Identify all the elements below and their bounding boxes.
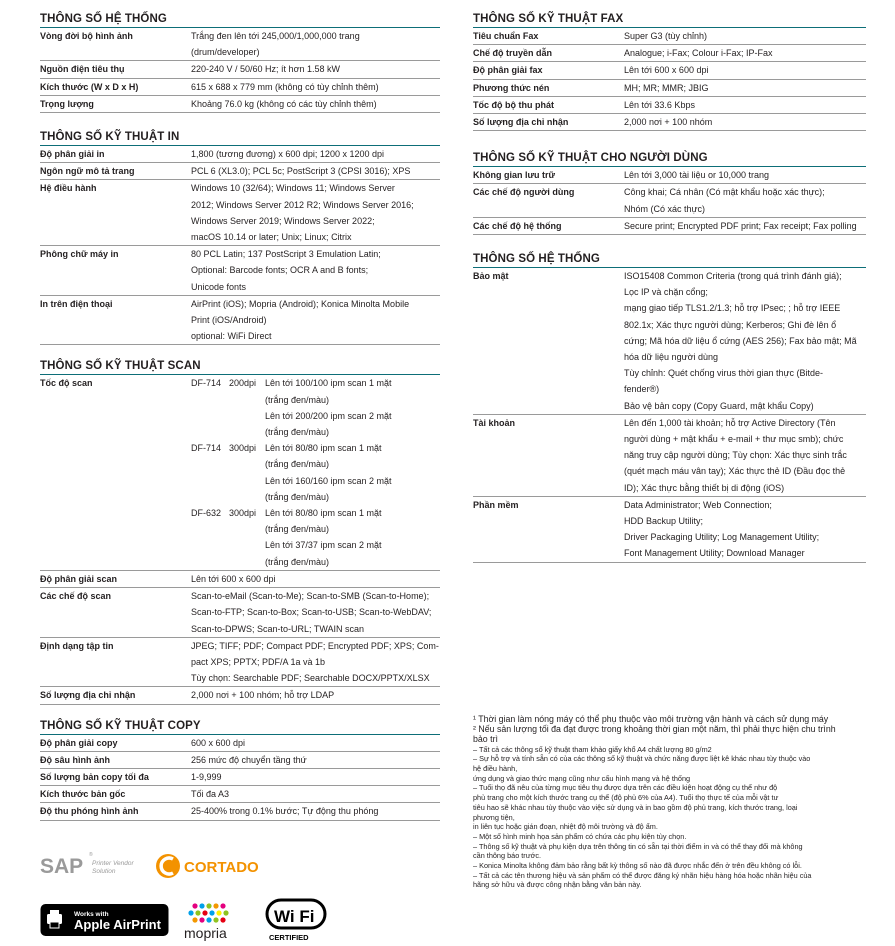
spec-row xyxy=(473,184,866,217)
rows xyxy=(40,571,440,705)
section-title: THÔNG SỐ HỆ THỐNG xyxy=(40,12,440,28)
wifi-certified-label: CERTIFIED xyxy=(269,933,309,942)
spec-row xyxy=(40,638,440,688)
spec-row xyxy=(40,803,440,820)
spec-value: 80 PCL Latin; 137 PostScript 3 Emulation Latin; Optional: Barcode fonts; OCR A and B fonts; Unicode fonts xyxy=(191,249,381,292)
spec-label: Độ phân giải scan xyxy=(40,573,118,584)
scan-speed-desc: Lên tới 100/100 ipm scan 1 mặt (trắng đen/màu) Lên tới 200/200 ipm scan 2 mặt (trắng đen/màu) xyxy=(265,378,392,438)
spec-row xyxy=(473,415,866,497)
spec-label: Phần mềm xyxy=(473,499,519,510)
certification-logos-svg xyxy=(40,898,340,944)
spec-label: Phông chữ máy in xyxy=(40,249,119,260)
spec-row xyxy=(473,167,866,184)
spec-label: Tốc độ bộ thu phát xyxy=(473,99,554,110)
spec-row xyxy=(40,735,440,752)
spec-label: Độ phân giải fax xyxy=(473,65,543,76)
spec-row xyxy=(473,62,866,79)
spec-value: Tối đa A3 xyxy=(191,789,230,800)
spec-label: Trọng lượng xyxy=(40,98,94,109)
mopria-logo xyxy=(184,903,229,941)
spec-label: Số lượng địa chỉ nhận xyxy=(40,690,136,701)
spec-value: 220-240 V / 50/60 Hz; ít hơn 1.58 kW xyxy=(191,64,340,75)
spec-row xyxy=(40,588,440,638)
spec-value: Lên đến 1,000 tài khoản; hỗ trợ Active Directory (Tên người dùng + mật khẩu + e-mail + thư mục smb); chức năng truy cập người dùng; Tùy chọn: Xác thực sinh trắc (quét mạch máu vân tay); Xác thực thẻ ID (Đầu đọc thẻ ID); Xác thực bằng thiết bị di động (iOS) xyxy=(624,417,847,493)
airprint-works-with: Works with xyxy=(74,911,109,918)
section-title: THÔNG SỐ KỸ THUẬT CHO NGƯỜI DÙNG xyxy=(473,151,866,167)
spec-value: Scan-to-eMail (Scan-to-Me); Scan-to-SMB (Scan-to-Home); Scan-to-FTP; Scan-to-Box; Scan-to-USB; Scan-to-WebDAV; Scan-to-DPWS; Scan-to-URL; TWAIN scan xyxy=(191,591,432,634)
wifi-certified-logo xyxy=(267,900,325,942)
spec-label: Số lượng địa chỉ nhận xyxy=(473,117,569,128)
spec-value: Windows 10 (32/64); Windows 11; Windows Server 2012; Windows Server 2012 R2; Windows Server 2016; Windows Server 2019; Windows Server 2022; macOS 10.14 or later; Unix; Linux; Citrix xyxy=(191,183,414,243)
spec-row xyxy=(473,497,866,563)
spec-label: Độ phân giải in xyxy=(40,149,105,160)
spec-value: Super G3 (tùy chỉnh) xyxy=(624,31,708,41)
scan-model: DF-714 xyxy=(191,378,222,389)
scan-speed-item xyxy=(191,505,440,570)
spec-label: Kích thước (W x D x H) xyxy=(40,81,139,92)
scan-speed-desc: Lên tới 80/80 ipm scan 1 mặt (trắng đen/màu) Lên tới 160/160 ipm scan 2 mặt (trắng đen/màu) xyxy=(265,443,392,502)
spec-value: Lên tới 3,000 tài liệu or 10,000 trang xyxy=(624,170,770,181)
spec-row xyxy=(40,163,440,180)
spec-row xyxy=(473,28,866,45)
spec-row xyxy=(473,268,866,415)
scan-model: DF-632 xyxy=(191,508,222,519)
spec-value: 256 mức độ chuyển tầng thứ xyxy=(191,754,307,765)
spec-label: In trên điện thoại xyxy=(40,298,113,309)
spec-value: AirPrint (iOS); Mopria (Android); Konica Minolta Mobile Print (iOS/Android) optional: WiFi Direct xyxy=(191,298,410,342)
scan-speed-item xyxy=(191,375,440,440)
spec-value: Data Administrator; Web Connection; HDD Backup Utility; Driver Packaging Utility; Log Management Utility; Font Management Utility; Download Manager xyxy=(624,499,820,559)
spec-label: Số lượng bản copy tối đa xyxy=(40,771,149,782)
section-title: THÔNG SỐ HỆ THỐNG xyxy=(473,252,866,268)
section-scan xyxy=(40,359,440,704)
spec-row xyxy=(473,97,866,114)
spec-row xyxy=(40,96,440,113)
spec-value: 615 x 688 x 779 mm (không có tùy chỉnh thêm) xyxy=(191,81,379,92)
spec-value: ISO15408 Common Criteria (trong quá trình đánh giá); Lọc IP và chặn cổng; mạng giao tiếp TLS1.2/1.3; hỗ trợ IPsec; ; hỗ trợ IEEE 802.1x; Xác thực người dùng; Kerberos; Ghi đè lên ổ cứng; Mã hóa dữ liệu ổ cứng (AES 256); Fax bảo mật; Mã hóa dữ liệu người dùng Tùy chỉnh: Quét chống virus thời gian thực (Bitde- fender®) Bảo vệ bản copy (Copy Guard, mật khẩu Copy) xyxy=(624,271,857,411)
mopria-label: mopria xyxy=(184,925,227,941)
spec-row xyxy=(473,80,866,97)
spec-value: Lên tới 600 x 600 dpi xyxy=(624,65,709,76)
spec-value: 600 x 600 dpi xyxy=(191,737,246,748)
right-column xyxy=(473,0,866,575)
spec-value: 1,800 (tương đương) x 600 dpi; 1200 x 1200 dpi xyxy=(191,149,384,160)
spec-label: Các chế độ hệ thống xyxy=(473,220,562,231)
footnote-notes: – Tất cả các thông số kỹ thuật tham khảo giấy khổ A4 chất lượng 80 g/m2 – Sự hỗ trợ và tính sẵn có của các thông số kỹ thuật và chức năng được liệt kê khác nhau tùy thuộc vào hệ điều hành, ứng dụng và giao thức mạng cũng như cấu hình mạng và hệ thống – Tuổi thọ đã nêu của từng mục tiêu thụ được dựa trên các điều kiện hoạt động cụ thể như độ phủ trang cho một kích thước trang cụ thể (độ phủ 6% của A4). Tuổi thọ thực tế của mỗi vật tư tiêu hao sẽ khác nhau tùy thuộc vào việc sử dụng và in bao gồm độ phủ trang, kích thước trang, loại phương tiện, in liên tục hoặc gián đoạn, nhiệt độ môi trường và độ ẩm. – Một số hình minh họa sản phẩm có chứa các phụ kiện tùy chọn. – Thông số kỹ thuật và phụ kiện dựa trên thông tin có sẵn tại thời điểm in và có thể thay đổi mà không cần thông báo trước. – Konica Minolta không đảm bảo rằng bất kỳ thông số nào đã được nhắc đến ở trên đều không có lỗi. – Tất cả các tên thương hiệu và sản phẩm có thể được đăng ký nhãn hiệu hàng hóa hoặc nhãn hiệu của hãng sở hữu và được công nhận bằng văn bản này. xyxy=(473,744,812,890)
spec-value: MH; MR; MMR; JBIG xyxy=(624,82,709,93)
spec-value: 2,000 nơi + 100 nhóm; hỗ trợ LDAP xyxy=(191,690,335,701)
spec-label: Ngôn ngữ mô tả trang xyxy=(40,166,135,177)
spec-row xyxy=(473,218,866,235)
spec-row xyxy=(473,114,866,131)
section-system-left xyxy=(40,12,440,113)
section-title: THÔNG SỐ KỸ THUẬT FAX xyxy=(473,12,866,28)
sap-logo: SAP xyxy=(40,855,84,878)
footnote-2: ² Nếu sản lượng tối đa đạt được trong khoảng thời gian một năm, thì phải thực hiện chu trình bảo trì xyxy=(473,724,836,745)
spec-label: Định dạng tập tin xyxy=(40,640,114,651)
spec-label: Vòng đời bộ hình ảnh xyxy=(40,31,133,41)
scan-dpi: 200dpi xyxy=(229,378,257,389)
footnote-1: ¹ Thời gian làm nóng máy có thể phụ thuộc vào môi trường vận hành và cách sử dụng máy xyxy=(473,714,829,724)
spec-value: Công khai; Cá nhân (Có mật khẩu hoặc xác thực); Nhóm (Có xác thực) xyxy=(624,187,825,214)
spec-label: Hệ điều hành xyxy=(40,183,97,194)
section-copy xyxy=(40,719,440,821)
spec-value: 1-9,999 xyxy=(191,771,222,782)
spec-value: JPEG; TIFF; PDF; Compact PDF; Encrypted PDF; XPS; Com- pact XPS; PPTX; PDF/A 1a và 1b Tùy chọn: Searchable PDF; Searchable DOCX/PPTX/XLSX xyxy=(191,640,439,684)
sap-registered-icon: ® xyxy=(89,852,93,858)
rows xyxy=(40,735,440,821)
spec-label: Không gian lưu trữ xyxy=(473,170,556,181)
spec-value: 25-400% trong 0.1% bước; Tự động thu phóng xyxy=(191,806,379,817)
mopria-dots-icon xyxy=(188,903,228,922)
spec-value: PCL 6 (XL3.0); PCL 5c; PostScript 3 (CPSI 3016); XPS xyxy=(191,166,411,177)
section-title: THÔNG SỐ KỸ THUẬT IN xyxy=(40,130,440,146)
airprint-label: Apple AirPrint xyxy=(74,917,161,932)
spec-row xyxy=(473,45,866,62)
partner-logos-bottom xyxy=(40,898,340,944)
spec-value: Analogue; i-Fax; Colour i-Fax; IP-Fax xyxy=(624,48,773,59)
spec-label: Bảo mật xyxy=(473,271,509,282)
scan-model: DF-714 xyxy=(191,443,222,454)
rows xyxy=(40,146,440,345)
spec-label: Tài khoản xyxy=(473,417,516,428)
scan-speed-item xyxy=(191,440,440,505)
spec-label: Nguồn điện tiêu thụ xyxy=(40,64,125,75)
spec-label: Độ sâu hình ảnh xyxy=(40,754,111,765)
spec-label: Chế độ truyền dẫn xyxy=(473,48,553,59)
spec-row xyxy=(40,180,440,246)
spec-row xyxy=(40,28,440,61)
spec-row xyxy=(40,752,440,769)
spec-row xyxy=(40,687,440,704)
scan-speed-desc: Lên tới 80/80 ipm scan 1 mặt (trắng đen/màu) Lên tới 37/37 ipm scan 2 mặt (trắng đen/màu) xyxy=(265,508,382,567)
rows xyxy=(473,167,866,235)
spec-value: Lên tới 600 x 600 dpi xyxy=(191,573,276,584)
sap-subtitle-2: Solution xyxy=(92,868,116,875)
spec-label: Tốc độ scan xyxy=(40,378,93,389)
cortado-icon xyxy=(156,854,180,878)
spec-label: Phương thức nén xyxy=(473,82,550,93)
section-title: THÔNG SỐ KỸ THUẬT SCAN xyxy=(40,359,440,375)
section-system-right xyxy=(473,252,866,563)
spec-label: Tiêu chuẩn Fax xyxy=(473,31,539,41)
spec-label: Kích thước bản gốc xyxy=(40,789,126,800)
spec-label: Độ phân giải copy xyxy=(40,737,118,748)
spec-value: Khoảng 76.0 kg (không có các tùy chỉnh thêm) xyxy=(191,98,377,109)
spec-row xyxy=(40,769,440,786)
sap-subtitle-1: Printer Vendor xyxy=(92,860,134,867)
spec-row xyxy=(40,146,440,163)
rows xyxy=(473,268,866,563)
partner-logos-top xyxy=(40,848,280,884)
spec-row xyxy=(40,246,440,296)
spec-row xyxy=(40,296,440,346)
spec-row xyxy=(40,571,440,588)
spec-row xyxy=(40,786,440,803)
spec-value: Trắng đen lên tới 245,000/1,000,000 trang (drum/developer) xyxy=(191,31,360,58)
rows xyxy=(473,28,866,131)
wifi-label: Wi Fi xyxy=(274,907,315,926)
rows xyxy=(40,28,440,113)
spec-value: Secure print; Encrypted PDF print; Fax receipt; Fax polling xyxy=(624,220,857,231)
partner-logos-svg xyxy=(40,848,280,884)
scan-dpi: 300dpi xyxy=(229,443,257,454)
section-print xyxy=(40,130,440,345)
spec-label: Các chế độ người dùng xyxy=(473,187,575,198)
section-user xyxy=(473,151,866,235)
footnotes xyxy=(473,714,873,890)
left-column xyxy=(40,0,440,833)
spec-row xyxy=(40,61,440,78)
spec-row xyxy=(40,79,440,96)
section-fax xyxy=(473,12,866,131)
spec-value: 2,000 nơi + 100 nhóm xyxy=(624,117,713,128)
cortado-logo: CORTADO xyxy=(184,859,259,876)
spec-value: Lên tới 33.6 Kbps xyxy=(624,99,695,110)
airprint-badge xyxy=(41,904,169,936)
scan-speed-list xyxy=(191,375,440,569)
section-title: THÔNG SỐ KỸ THUẬT COPY xyxy=(40,719,440,735)
scan-dpi: 300dpi xyxy=(229,508,257,519)
scan-speed-row xyxy=(40,375,440,570)
spec-label: Độ thu phóng hình ảnh xyxy=(40,806,139,817)
spec-label: Các chế độ scan xyxy=(40,591,112,602)
